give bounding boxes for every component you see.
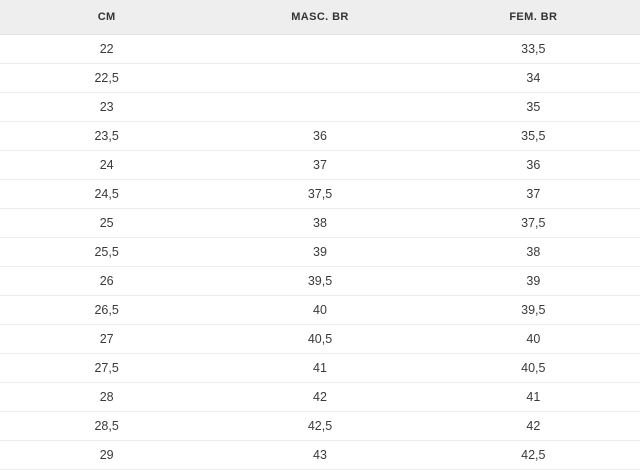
cell-masc-br: 37,5 — [213, 180, 426, 209]
table-row — [0, 354, 640, 383]
cell-fem-br: 38 — [427, 238, 640, 267]
cell-masc-br: 36 — [213, 122, 426, 151]
cell-masc-br: 39,5 — [213, 267, 426, 296]
table-row — [0, 441, 640, 470]
cell-masc-br — [213, 93, 426, 122]
cell-cm: 23 — [0, 93, 213, 122]
cell-masc-br: 39 — [213, 238, 426, 267]
cell-masc-br: 40 — [213, 296, 426, 325]
cell-fem-br: 37,5 — [427, 209, 640, 238]
cell-cm: 27,5 — [0, 354, 213, 383]
table-header — [0, 0, 640, 35]
cell-cm: 27 — [0, 325, 213, 354]
cell-fem-br: 41 — [427, 383, 640, 412]
cell-cm: 24,5 — [0, 180, 213, 209]
cell-cm: 25,5 — [0, 238, 213, 267]
cell-masc-br: 42 — [213, 383, 426, 412]
cell-cm: 25 — [0, 209, 213, 238]
table-row — [0, 209, 640, 238]
cell-fem-br: 40 — [427, 325, 640, 354]
column-header-fem-br: FEM. BR — [427, 0, 640, 35]
cell-cm: 22,5 — [0, 64, 213, 93]
cell-fem-br: 42 — [427, 412, 640, 441]
cell-fem-br: 42,5 — [427, 441, 640, 470]
cell-masc-br — [213, 35, 426, 64]
table-row — [0, 180, 640, 209]
table-row — [0, 93, 640, 122]
cell-cm: 22 — [0, 35, 213, 64]
cell-cm: 29 — [0, 441, 213, 470]
table-row — [0, 122, 640, 151]
table-body — [0, 35, 640, 470]
table-row — [0, 296, 640, 325]
column-header-masc-br: MASC. BR — [213, 0, 426, 35]
cell-fem-br: 34 — [427, 64, 640, 93]
cell-masc-br: 42,5 — [213, 412, 426, 441]
cell-cm: 28,5 — [0, 412, 213, 441]
table-row — [0, 383, 640, 412]
cell-fem-br: 39,5 — [427, 296, 640, 325]
cell-fem-br: 39 — [427, 267, 640, 296]
cell-cm: 26 — [0, 267, 213, 296]
cell-masc-br — [213, 64, 426, 93]
cell-cm: 28 — [0, 383, 213, 412]
table-row — [0, 267, 640, 296]
cell-fem-br: 40,5 — [427, 354, 640, 383]
table-row — [0, 412, 640, 441]
table-row — [0, 325, 640, 354]
column-header-cm: CM — [0, 0, 213, 35]
table-row — [0, 151, 640, 180]
table-row — [0, 35, 640, 64]
cell-masc-br: 41 — [213, 354, 426, 383]
cell-fem-br: 37 — [427, 180, 640, 209]
cell-masc-br: 40,5 — [213, 325, 426, 354]
cell-cm: 24 — [0, 151, 213, 180]
table-row — [0, 238, 640, 267]
cell-fem-br: 35,5 — [427, 122, 640, 151]
table-header-row — [0, 0, 640, 35]
table-row — [0, 64, 640, 93]
cell-cm: 26,5 — [0, 296, 213, 325]
cell-fem-br: 35 — [427, 93, 640, 122]
cell-masc-br: 38 — [213, 209, 426, 238]
cell-masc-br: 43 — [213, 441, 426, 470]
cell-cm: 23,5 — [0, 122, 213, 151]
cell-fem-br: 33,5 — [427, 35, 640, 64]
cell-masc-br: 37 — [213, 151, 426, 180]
cell-fem-br: 36 — [427, 151, 640, 180]
